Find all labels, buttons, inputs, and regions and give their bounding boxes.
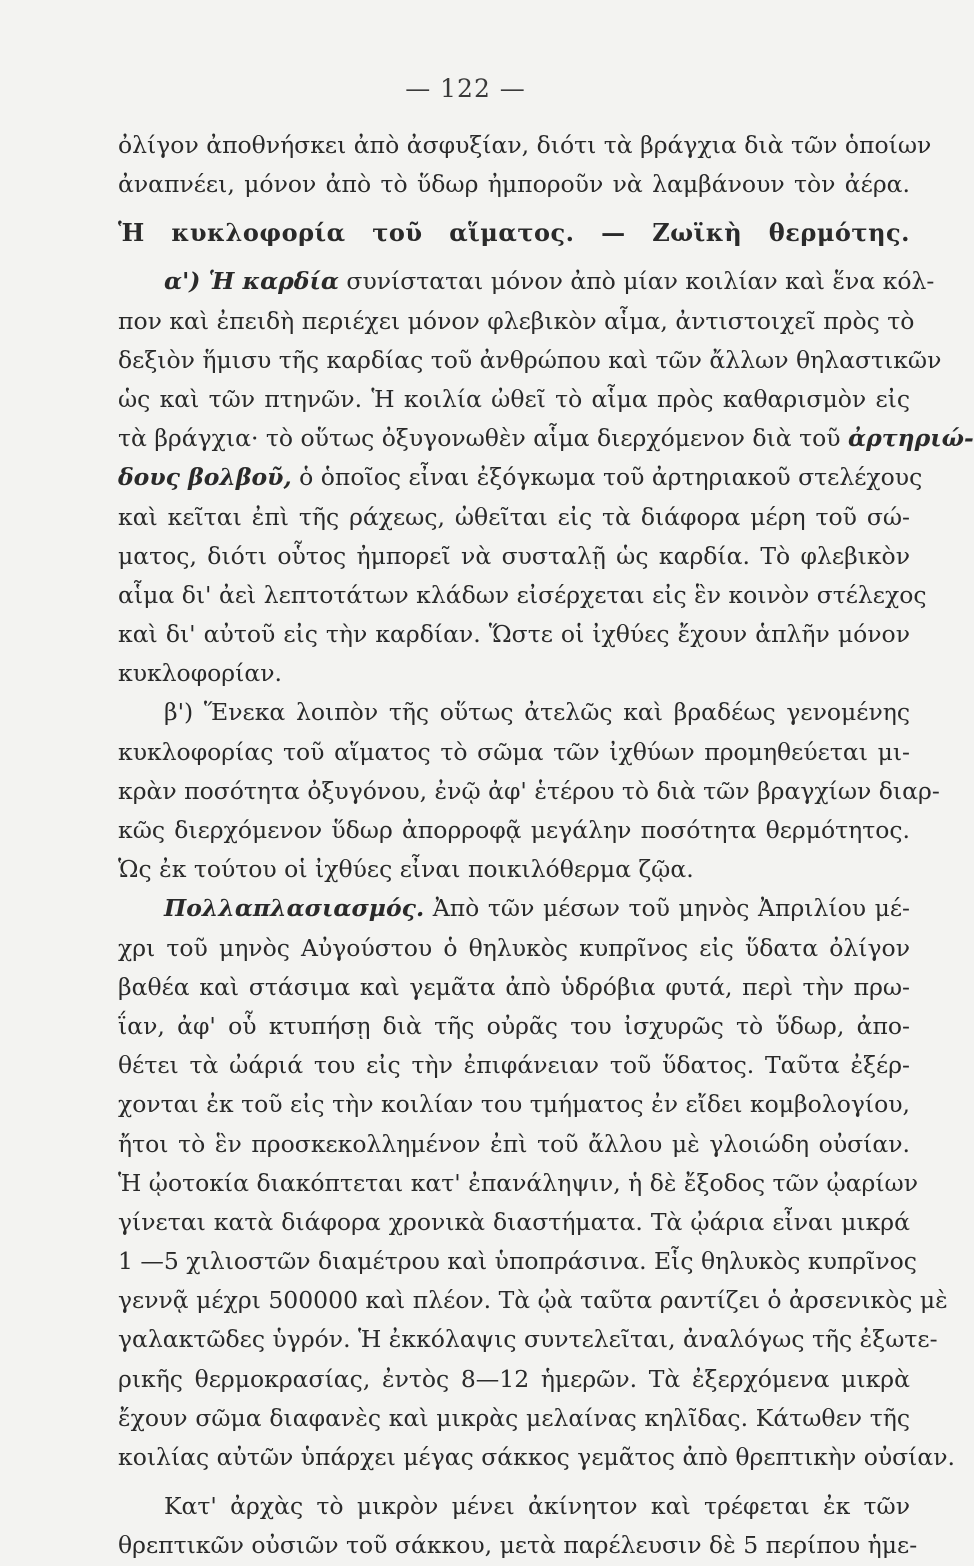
text-span: Ἀπὸ τῶν μέσων τοῦ μηνὸς Ἀπριλίου μέ- bbox=[432, 894, 910, 923]
page-body bbox=[118, 126, 974, 1566]
text-span: ὁ ὁποῖος εἶναι ἐξόγκωμα τοῦ ἀρτηριακοῦ στελέχους bbox=[299, 463, 923, 492]
text-line: κῶς διερχόμενον ὕδωρ ἀπορροφᾷ μεγάλην ποσότητα θερμότητος. bbox=[118, 816, 910, 844]
paragraph-reproduction bbox=[118, 889, 910, 928]
text-line: ἤτοι τὸ ἓν προσκεκολλημένον ἐπὶ τοῦ ἄλλου μὲ γλοιώδη οὐσίαν. bbox=[118, 1129, 910, 1158]
text-line: θέτει τὰ ὠάριά του εἰς τὴν ἐπιφάνειαν τοῦ ὕδατος. Ταῦτα ἐξέρ- bbox=[118, 1051, 910, 1080]
text-line: γίνεται κατὰ διάφορα χρονικὰ διαστήματα. Τὰ ᾠάρια εἶναι μικρά bbox=[118, 1207, 910, 1236]
text-line: κρὰν ποσότητα ὀξυγόνου, ἐνῷ ἀφ' ἑτέρου τὸ διὰ τῶν βραγχίων διαρ- bbox=[118, 776, 940, 805]
text-line bbox=[118, 458, 923, 497]
text-line: ἔχουν σῶμα διαφανὲς καὶ μικρὰς μελαίνας κηλῖδας. Κάτωθεν τῆς bbox=[118, 1403, 910, 1432]
text-line: ΐαν, ἀφ' οὗ κτυπήσῃ διὰ τῆς οὐρᾶς του ἰσχυρῶς τὸ ὕδωρ, ἀπο- bbox=[118, 1011, 910, 1040]
text-line: κυκλοφορίαν. bbox=[118, 659, 282, 688]
text-span: συνίσταται μόνον ἀπὸ μίαν κοιλίαν καὶ ἕνα κόλ- bbox=[346, 267, 935, 296]
text-span: τὰ βράγχια· τὸ οὕτως ὀξυγονωθὲν αἷμα διερχόμενον διὰ τοῦ bbox=[118, 424, 841, 453]
text-line: βαθέα καὶ στάσιμα καὶ γεμᾶτα ἀπὸ ὑδρόβια φυτά, περὶ τὴν πρω- bbox=[118, 972, 910, 1001]
text-line: καὶ δι' αὐτοῦ εἰς τὴν καρδίαν. Ὥστε οἱ ἰχθύες ἔχουν ἁπλῆν μόνον bbox=[118, 620, 910, 649]
text-line: κυκλοφορίας τοῦ αἵματος τὸ σῶμα τῶν ἰχθύων προμηθεύεται μι- bbox=[118, 737, 910, 766]
reproduction-term: Πολλαπλασιασμός. bbox=[164, 894, 425, 923]
text-line: πον καὶ ἐπειδὴ περιέχει μόνον φλεβικὸν αἷμα, ἀντιστοιχεῖ πρὸς τὸ bbox=[118, 306, 915, 335]
text-line: 1 —5 χιλιοστῶν διαμέτρου καὶ ὑποπράσινα. Εἷς θηλυκὸς κυπρῖνος bbox=[118, 1247, 917, 1276]
text-line: Ὡς ἐκ τούτου οἱ ἰχθύες εἶναι ποικιλόθερμα ζῷα. bbox=[118, 855, 694, 884]
text-line: χρι τοῦ μηνὸς Αὐγούστου ὁ θηλυκὸς κυπρῖνος εἰς ὕδατα ὀλίγον bbox=[118, 933, 910, 962]
text-line: ἀναπνέει, μόνον ἀπὸ τὸ ὕδωρ ἠμποροῦν νὰ λαμβάνουν τὸν ἀέρα. bbox=[118, 170, 910, 199]
text-line: γαλακτῶδες ὑγρόν. Ἡ ἐκκόλαψις συντελεῖται, ἀναλόγως τῆς ἐξωτε- bbox=[118, 1325, 938, 1354]
page-number: — 122 — bbox=[405, 74, 526, 103]
text-line: καὶ κεῖται ἐπὶ τῆς ράχεως, ὠθεῖται εἰς τὰ διάφορα μέρη τοῦ σώ- bbox=[118, 502, 910, 531]
text-line: χονται ἐκ τοῦ εἰς τὴν κοιλίαν του τμήματος ἐν εἴδει κομβολογίου, bbox=[118, 1090, 910, 1119]
paragraph-gap bbox=[118, 1477, 910, 1487]
text-line: γεννᾷ μέχρι 500000 καὶ πλέον. Τὰ ᾠὰ ταῦτα ραντίζει ὁ ἀρσενικὸς μὲ bbox=[118, 1286, 948, 1315]
text-line bbox=[118, 419, 974, 458]
text-line: Ἡ ᾠοτοκία διακόπτεται κατ' ἐπανάληψιν, ἡ δὲ ἔξοδος τῶν ᾠαρίων bbox=[118, 1168, 918, 1197]
text-line: δεξιὸν ἥμισυ τῆς καρδίας τοῦ ἀνθρώπου καὶ τῶν ἄλλων θηλαστικῶν bbox=[118, 345, 942, 374]
text-line: ὡς καὶ τῶν πτηνῶν. Ἡ κοιλία ὠθεῖ τὸ αἷμα πρὸς καθαρισμὸν εἰς bbox=[118, 384, 910, 413]
text-line: κοιλίας αὐτῶν ὑπάρχει μέγας σάκκος γεμᾶτος ἀπὸ θρεπτικὴν οὐσίαν. bbox=[118, 1443, 956, 1471]
bulbus-term: ἀρτηριώ- bbox=[848, 424, 974, 453]
text-line: αἷμα δι' ἀεὶ λεπτοτάτων κλάδων εἰσέρχεται εἰς ἓν κοινὸν στέλεχος bbox=[118, 580, 927, 609]
paragraph-heart bbox=[118, 262, 935, 301]
paragraph-growth: Κατ' ἀρχὰς τὸ μικρὸν μένει ἀκίνητον καὶ τρέφεται ἐκ τῶν bbox=[164, 1492, 910, 1521]
bulbus-term: δους βολβοῦ, bbox=[118, 463, 292, 492]
text-line: ὀλίγον ἀποθνήσκει ἀπὸ ἀσφυξίαν, διότι τὰ βράγχια διὰ τῶν ὁποίων bbox=[118, 131, 932, 159]
section-heading: Ἡ κυκλοφορία τοῦ αἵματος. — Ζωϊκὴ θερμότης. bbox=[118, 218, 910, 248]
heart-term: α') Ἡ καρδία bbox=[164, 267, 339, 296]
paragraph-temperature: β') Ἕνεκα λοιπὸν τῆς οὕτως ἀτελῶς καὶ βραδέως γενομένης bbox=[164, 698, 910, 727]
text-line: θρεπτικῶν οὐσιῶν τοῦ σάκκου, μετὰ παρέλευσιν δὲ 5 περίπου ἡμε- bbox=[118, 1531, 918, 1560]
text-line: ματος, διότι οὗτος ἠμπορεῖ νὰ συσταλῇ ὡς καρδία. Τὸ φλεβικὸν bbox=[118, 541, 910, 570]
text-line: ρικῆς θερμοκρασίας, ἐντὸς 8—12 ἡμερῶν. Τὰ ἐξερχόμενα μικρὰ bbox=[118, 1364, 910, 1393]
